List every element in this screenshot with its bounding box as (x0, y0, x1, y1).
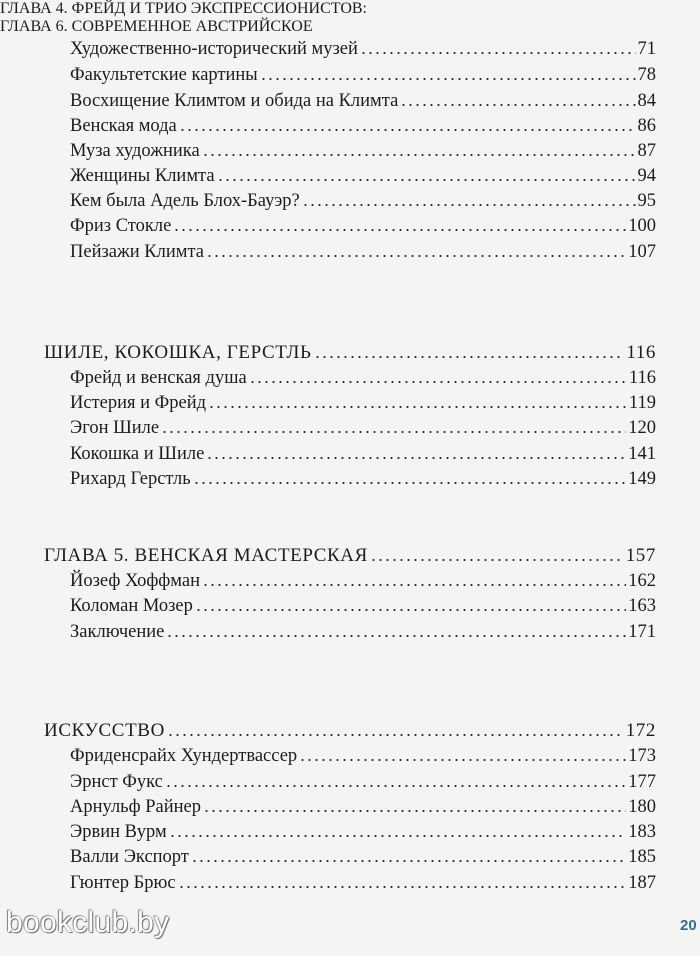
watermark: bookclub.by (6, 906, 170, 939)
leader-dots (167, 733, 624, 737)
toc-entry-page: 141 (628, 444, 656, 464)
toc-entry (70, 164, 656, 188)
toc-entry-title: Кокошка и Шиле (70, 444, 205, 464)
toc-entry-page: 84 (637, 91, 656, 111)
toc-entry-page: 177 (628, 772, 656, 792)
toc-entry (70, 416, 656, 440)
chapter-page: 157 (625, 545, 656, 566)
leader-dots (299, 758, 626, 762)
chapter-title: ГЛАВА 5. ВЕНСКАЯ МАСТЕРСКАЯ (44, 545, 368, 566)
toc-entry (70, 744, 656, 768)
leader-dots (203, 809, 626, 813)
toc-entry-page: 180 (628, 797, 656, 817)
chapter-page: 116 (626, 342, 656, 363)
toc-entry-page: 119 (628, 393, 656, 413)
toc-entry (70, 139, 656, 163)
toc-entry (70, 214, 656, 238)
toc-entry (70, 795, 656, 819)
toc-entry-page: 149 (628, 469, 656, 489)
toc-entry (70, 366, 656, 390)
toc-entry (70, 63, 656, 87)
toc-entry-page: 162 (628, 571, 656, 591)
toc-entry-title: Женщины Климта (70, 166, 215, 186)
toc-entry-page: 120 (628, 418, 656, 438)
leader-dots (161, 430, 626, 434)
toc-entry-title: Муза художника (70, 141, 200, 161)
toc-entry-page: 95 (637, 191, 656, 211)
toc-entry-title: Фрейд и венская душа (70, 368, 247, 388)
toc-entry-page: 107 (628, 242, 656, 262)
chapter-heading: ГЛАВА 4. ФРЕЙД И ТРИО ЭКСПРЕССИОНИСТОВ: (0, 0, 367, 17)
leader-dots (206, 254, 626, 258)
toc-entry-title: Фриденсрайх Хундертвассер (70, 746, 298, 766)
toc-entry-title: Гюнтер Брюс (70, 873, 176, 893)
leader-dots (165, 784, 626, 788)
toc-entry-title: Факультетские картины (70, 65, 258, 85)
chapter-title: ИСКУССТВО (44, 720, 165, 741)
toc-entry (70, 467, 656, 491)
toc-entry-title: Йозеф Хоффман (70, 571, 200, 591)
chapter-entry (44, 544, 656, 568)
toc-entry-page: 116 (628, 368, 656, 388)
leader-dots (260, 77, 636, 81)
leader-dots (314, 355, 625, 359)
leader-dots (169, 834, 627, 838)
toc-entry (70, 820, 656, 844)
toc-entry (70, 391, 656, 415)
toc-entry-title: Валли Экспорт (70, 847, 189, 867)
leader-dots (202, 583, 626, 587)
toc-entry-title: Эрвин Вурм (70, 822, 167, 842)
leader-dots (249, 380, 627, 384)
toc-entry-title: Пейзажи Климта (70, 242, 204, 262)
toc-entry-page: 171 (628, 622, 656, 642)
toc-entry-page: 78 (637, 65, 656, 85)
toc-entry-title: Эрнст Фукс (70, 772, 163, 792)
toc-entry (70, 89, 656, 113)
toc-entry (70, 240, 656, 264)
leader-dots (208, 405, 627, 409)
chapter-heading: ГЛАВА 6. СОВРЕМЕННОЕ АВСТРИЙСКОЕ (0, 18, 313, 35)
toc-entry-title: Эгон Шиле (70, 418, 160, 438)
leader-dots (302, 203, 636, 207)
toc-entry (70, 189, 656, 213)
toc-entry-page: 87 (637, 141, 656, 161)
leader-dots (191, 859, 626, 863)
leader-dots (370, 558, 624, 562)
page-number: 20 (680, 917, 697, 934)
leader-dots (179, 128, 636, 132)
leader-dots (193, 481, 627, 485)
chapter-title: ШИЛЕ, КОКОШКА, ГЕРСТЛЬ (44, 342, 312, 363)
toc-entry-page: 173 (628, 746, 656, 766)
toc-entry-page: 86 (637, 116, 656, 136)
leader-dots (400, 103, 635, 107)
toc-entry-title: Рихард Герстль (70, 469, 191, 489)
toc-entry (70, 442, 656, 466)
toc-entry-page: 71 (637, 39, 656, 59)
toc-entry-page: 187 (628, 873, 656, 893)
toc-entry-title: Заключение (70, 622, 165, 642)
toc-entry-title: Восхищение Климтом и обида на Климта (70, 91, 399, 111)
toc-entry-title: Арнульф Райнер (70, 797, 201, 817)
chapter-entry (44, 719, 656, 743)
toc-entry-title: Кем была Адель Блох-Бауэр? (70, 191, 300, 211)
toc-entry (70, 114, 656, 138)
toc-entry (70, 594, 656, 618)
toc-entry (70, 37, 656, 61)
chapter-page: 172 (625, 720, 656, 741)
leader-dots (173, 228, 626, 232)
leader-dots (217, 178, 636, 182)
leader-dots (195, 608, 626, 612)
toc-entry (70, 845, 656, 869)
leader-dots (360, 51, 636, 55)
toc-entry-page: 100 (628, 216, 656, 236)
leader-dots (166, 634, 626, 638)
toc-entry-title: Истерия и Фрейд (70, 393, 207, 413)
toc-entry (70, 871, 656, 895)
toc-entry (70, 569, 656, 593)
toc-entry-page: 183 (628, 822, 656, 842)
toc-entry-page: 94 (637, 166, 656, 186)
toc-entry-title: Фриз Стокле (70, 216, 172, 236)
leader-dots (202, 153, 636, 157)
toc-entry-title: Художественно-исторический музей (70, 39, 358, 59)
toc-entry-page: 163 (628, 596, 656, 616)
toc-entry (70, 770, 656, 794)
chapter-entry (44, 341, 656, 365)
leader-dots (206, 456, 626, 460)
leader-dots (178, 885, 627, 889)
toc-entry-title: Коломан Мозер (70, 596, 193, 616)
toc-entry-page: 185 (628, 847, 656, 867)
toc-entry (70, 620, 656, 644)
toc-entry-title: Венская мода (70, 116, 177, 136)
